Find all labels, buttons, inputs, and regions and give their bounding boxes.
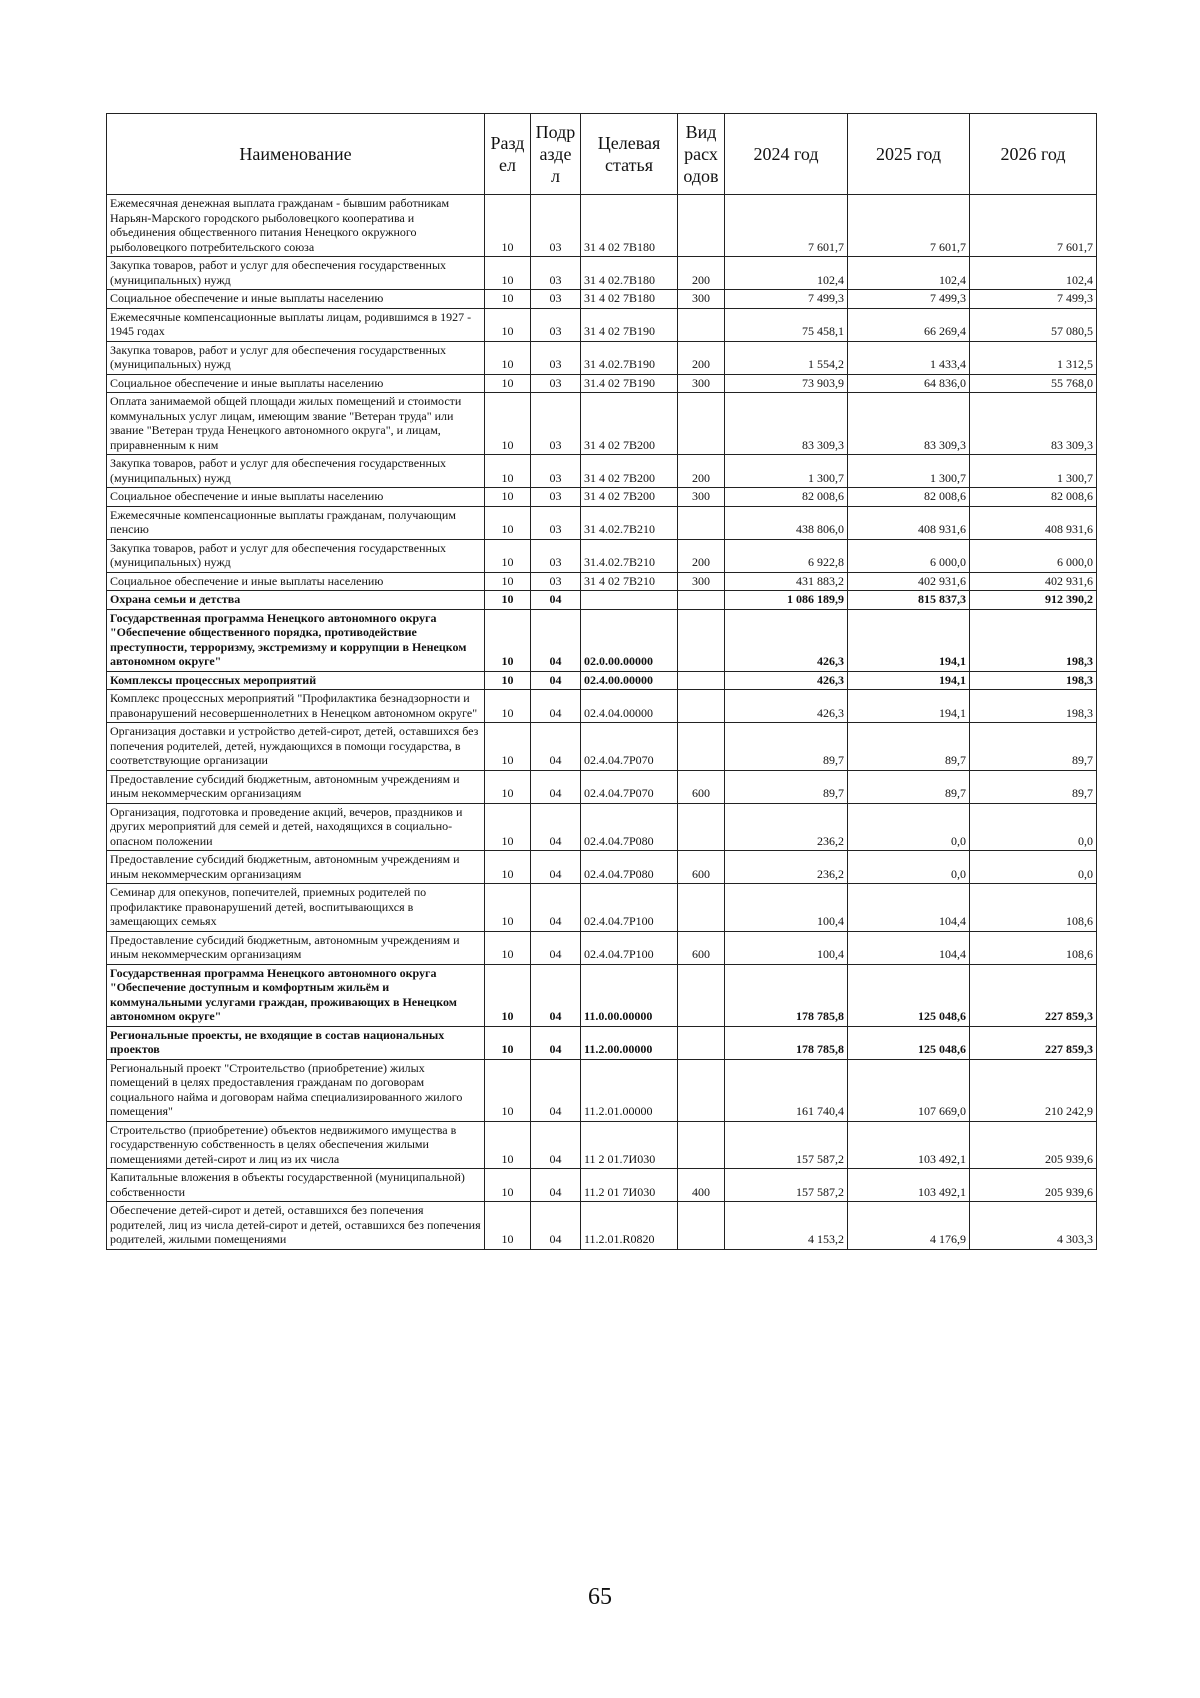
cell-podrazdel: 04 — [531, 851, 581, 884]
table-row — [107, 488, 1097, 507]
cell-podrazdel: 04 — [531, 609, 581, 671]
cell-podrazdel: 04 — [531, 884, 581, 932]
cell-2025: 83 309,3 — [848, 393, 970, 455]
cell-2026: 102,4 — [970, 257, 1097, 290]
header-razdel: Разд ел — [485, 114, 531, 195]
table-row — [107, 803, 1097, 851]
cell-name: Организация доставки и устройство детей-сирот, детей, оставшихся без попечения родителей, детей, нуждающихся в помощи государства, в соответствующие организации — [107, 723, 485, 771]
cell-podrazdel: 03 — [531, 308, 581, 341]
cell-2024: 157 587,2 — [725, 1169, 848, 1202]
cell-statya — [581, 591, 678, 610]
cell-razdel: 10 — [485, 1121, 531, 1169]
cell-podrazdel: 04 — [531, 690, 581, 723]
cell-razdel: 10 — [485, 671, 531, 690]
cell-name: Предоставление субсидий бюджетным, автономным учреждениям и иным некоммерческим организациям — [107, 851, 485, 884]
table-row — [107, 374, 1097, 393]
cell-2026: 227 859,3 — [970, 964, 1097, 1026]
cell-2024: 89,7 — [725, 770, 848, 803]
cell-podrazdel: 04 — [531, 1202, 581, 1250]
cell-statya: 11.2.01.R0820 — [581, 1202, 678, 1250]
cell-2026: 7 601,7 — [970, 195, 1097, 257]
header-2024: 2024 год — [725, 114, 848, 195]
cell-statya: 11.2.01.00000 — [581, 1059, 678, 1121]
cell-razdel: 10 — [485, 591, 531, 610]
cell-2024: 7 499,3 — [725, 290, 848, 309]
cell-podrazdel: 03 — [531, 341, 581, 374]
cell-podrazdel: 04 — [531, 723, 581, 771]
cell-2026: 57 080,5 — [970, 308, 1097, 341]
cell-podrazdel: 04 — [531, 964, 581, 1026]
cell-vid — [678, 690, 725, 723]
header-name: Наименование — [107, 114, 485, 195]
cell-2024: 4 153,2 — [725, 1202, 848, 1250]
cell-vid — [678, 723, 725, 771]
cell-2025: 89,7 — [848, 723, 970, 771]
cell-razdel: 10 — [485, 1059, 531, 1121]
cell-vid — [678, 393, 725, 455]
cell-2025: 194,1 — [848, 690, 970, 723]
cell-2026: 205 939,6 — [970, 1121, 1097, 1169]
cell-vid: 600 — [678, 851, 725, 884]
cell-vid: 300 — [678, 374, 725, 393]
cell-name: Социальное обеспечение и иные выплаты населению — [107, 572, 485, 591]
cell-statya: 02.4.04.7Р080 — [581, 851, 678, 884]
cell-2025: 66 269,4 — [848, 308, 970, 341]
cell-vid — [678, 964, 725, 1026]
cell-vid: 600 — [678, 770, 725, 803]
cell-podrazdel: 04 — [531, 931, 581, 964]
cell-name: Закупка товаров, работ и услуг для обеспечения государственных (муниципальных) нужд — [107, 539, 485, 572]
cell-2025: 0,0 — [848, 851, 970, 884]
cell-statya: 11.0.00.00000 — [581, 964, 678, 1026]
cell-podrazdel: 04 — [531, 1059, 581, 1121]
cell-statya: 31 4.02.7В190 — [581, 341, 678, 374]
cell-2026: 4 303,3 — [970, 1202, 1097, 1250]
cell-name: Ежемесячная денежная выплата гражданам - бывшим работникам Нарьян-Марского городского рыболовецкого кооператива и объединения общественного питания Ненецкого окружного рыболовецкого потребительского союза — [107, 195, 485, 257]
cell-podrazdel: 03 — [531, 455, 581, 488]
cell-razdel: 10 — [485, 308, 531, 341]
cell-name: Социальное обеспечение и иные выплаты населению — [107, 374, 485, 393]
cell-2026: 227 859,3 — [970, 1026, 1097, 1059]
cell-podrazdel: 04 — [531, 1026, 581, 1059]
cell-2024: 157 587,2 — [725, 1121, 848, 1169]
header-vid: Вид расх одов — [678, 114, 725, 195]
cell-vid — [678, 591, 725, 610]
cell-2025: 125 048,6 — [848, 964, 970, 1026]
header-statya: Целевая статья — [581, 114, 678, 195]
cell-name: Закупка товаров, работ и услуг для обеспечения государственных (муниципальных) нужд — [107, 455, 485, 488]
cell-2026: 108,6 — [970, 931, 1097, 964]
cell-name: Социальное обеспечение и иные выплаты населению — [107, 488, 485, 507]
table-row — [107, 572, 1097, 591]
table-row — [107, 690, 1097, 723]
cell-razdel: 10 — [485, 884, 531, 932]
cell-2025: 104,4 — [848, 884, 970, 932]
cell-2025: 0,0 — [848, 803, 970, 851]
header-podrazdel: Подр азде л — [531, 114, 581, 195]
cell-statya: 31 4 02 7В180 — [581, 195, 678, 257]
cell-name: Социальное обеспечение и иные выплаты населению — [107, 290, 485, 309]
table-row — [107, 393, 1097, 455]
cell-2024: 431 883,2 — [725, 572, 848, 591]
cell-2024: 89,7 — [725, 723, 848, 771]
cell-2025: 125 048,6 — [848, 1026, 970, 1059]
cell-name: Комплексы процессных мероприятий — [107, 671, 485, 690]
cell-statya: 31 4 02 7В200 — [581, 488, 678, 507]
cell-vid — [678, 1059, 725, 1121]
table-row — [107, 884, 1097, 932]
cell-name: Организация, подготовка и проведение акций, вечеров, праздников и других мероприятий для семей и детей, находящихся в социально-опасном положении — [107, 803, 485, 851]
cell-vid: 300 — [678, 572, 725, 591]
cell-name: Закупка товаров, работ и услуг для обеспечения государственных (муниципальных) нужд — [107, 341, 485, 374]
cell-name: Охрана семьи и детства — [107, 591, 485, 610]
table-row — [107, 506, 1097, 539]
cell-name: Обеспечение детей-сирот и детей, оставшихся без попечения родителей, лиц из числа детей-сирот и детей, оставшихся без попечения родителей, жилыми помещениями — [107, 1202, 485, 1250]
table-row — [107, 195, 1097, 257]
cell-podrazdel: 03 — [531, 506, 581, 539]
cell-statya: 02.4.00.00000 — [581, 671, 678, 690]
cell-razdel: 10 — [485, 488, 531, 507]
cell-statya: 31 4.02.7В210 — [581, 506, 678, 539]
cell-razdel: 10 — [485, 723, 531, 771]
cell-2024: 178 785,8 — [725, 964, 848, 1026]
cell-vid — [678, 1121, 725, 1169]
table-row — [107, 591, 1097, 610]
cell-statya: 11.2 01 7И030 — [581, 1169, 678, 1202]
cell-2026: 55 768,0 — [970, 374, 1097, 393]
cell-2024: 100,4 — [725, 884, 848, 932]
table-row — [107, 671, 1097, 690]
cell-2026: 198,3 — [970, 690, 1097, 723]
cell-razdel: 10 — [485, 1026, 531, 1059]
cell-2026: 83 309,3 — [970, 393, 1097, 455]
table-row — [107, 723, 1097, 771]
cell-vid: 200 — [678, 455, 725, 488]
cell-statya: 02.4.04.7Р070 — [581, 723, 678, 771]
cell-2026: 912 390,2 — [970, 591, 1097, 610]
cell-vid: 600 — [678, 931, 725, 964]
cell-2024: 83 309,3 — [725, 393, 848, 455]
cell-2025: 4 176,9 — [848, 1202, 970, 1250]
cell-razdel: 10 — [485, 257, 531, 290]
cell-statya: 02.0.00.00000 — [581, 609, 678, 671]
cell-vid — [678, 884, 725, 932]
cell-statya: 31 4 02 7В180 — [581, 290, 678, 309]
cell-razdel: 10 — [485, 770, 531, 803]
cell-podrazdel: 04 — [531, 591, 581, 610]
cell-2026: 210 242,9 — [970, 1059, 1097, 1121]
cell-2026: 205 939,6 — [970, 1169, 1097, 1202]
cell-statya: 11 2 01.7И030 — [581, 1121, 678, 1169]
cell-razdel: 10 — [485, 964, 531, 1026]
cell-vid — [678, 609, 725, 671]
cell-statya: 31 4 02 7В190 — [581, 308, 678, 341]
table-row — [107, 257, 1097, 290]
cell-statya: 31 4 02 7В210 — [581, 572, 678, 591]
header-2025: 2025 год — [848, 114, 970, 195]
cell-statya: 31.4.02.7В210 — [581, 539, 678, 572]
cell-2025: 194,1 — [848, 671, 970, 690]
cell-2026: 7 499,3 — [970, 290, 1097, 309]
table-row — [107, 1169, 1097, 1202]
cell-name: Региональные проекты, не входящие в состав национальных проектов — [107, 1026, 485, 1059]
cell-statya: 31 4 02 7В200 — [581, 455, 678, 488]
cell-2024: 1 086 189,9 — [725, 591, 848, 610]
cell-name: Ежемесячные компенсационные выплаты гражданам, получающим пенсию — [107, 506, 485, 539]
table-row — [107, 341, 1097, 374]
cell-name: Предоставление субсидий бюджетным, автономным учреждениям и иным некоммерческим организациям — [107, 931, 485, 964]
cell-podrazdel: 03 — [531, 195, 581, 257]
table-row — [107, 455, 1097, 488]
cell-vid — [678, 195, 725, 257]
cell-2025: 89,7 — [848, 770, 970, 803]
page-number: 65 — [588, 1584, 612, 1610]
cell-2025: 402 931,6 — [848, 572, 970, 591]
cell-razdel: 10 — [485, 931, 531, 964]
cell-vid: 300 — [678, 290, 725, 309]
cell-2026: 198,3 — [970, 609, 1097, 671]
cell-razdel: 10 — [485, 393, 531, 455]
cell-podrazdel: 03 — [531, 572, 581, 591]
cell-name: Ежемесячные компенсационные выплаты лицам, родившимся в 1927 - 1945 годах — [107, 308, 485, 341]
cell-statya: 02.4.04.7Р080 — [581, 803, 678, 851]
cell-razdel: 10 — [485, 1169, 531, 1202]
cell-podrazdel: 03 — [531, 290, 581, 309]
cell-podrazdel: 04 — [531, 803, 581, 851]
cell-name: Государственная программа Ненецкого автономного округа "Обеспечение общественного порядка, противодействие преступности, терроризму, экстремизму и коррупции в Ненецком автономном округе" — [107, 609, 485, 671]
cell-2026: 108,6 — [970, 884, 1097, 932]
cell-2025: 1 433,4 — [848, 341, 970, 374]
cell-2025: 104,4 — [848, 931, 970, 964]
cell-2026: 0,0 — [970, 851, 1097, 884]
cell-razdel: 10 — [485, 374, 531, 393]
table-row — [107, 964, 1097, 1026]
cell-statya: 31.4 02 7В190 — [581, 374, 678, 393]
cell-podrazdel: 03 — [531, 539, 581, 572]
cell-statya: 02.4.04.7Р100 — [581, 884, 678, 932]
cell-name: Региональный проект "Строительство (приобретение) жилых помещений в целях предоставления гражданам по договорам социального найма и договорам найма специализированного жилого помещения" — [107, 1059, 485, 1121]
cell-vid — [678, 1026, 725, 1059]
header-2026: 2026 год — [970, 114, 1097, 195]
cell-2024: 73 903,9 — [725, 374, 848, 393]
cell-2025: 6 000,0 — [848, 539, 970, 572]
cell-2025: 1 300,7 — [848, 455, 970, 488]
cell-2024: 102,4 — [725, 257, 848, 290]
cell-podrazdel: 03 — [531, 488, 581, 507]
cell-statya: 11.2.00.00000 — [581, 1026, 678, 1059]
cell-razdel: 10 — [485, 1202, 531, 1250]
table-row — [107, 539, 1097, 572]
table-row — [107, 609, 1097, 671]
table-row — [107, 1059, 1097, 1121]
cell-razdel: 10 — [485, 572, 531, 591]
table-row — [107, 1121, 1097, 1169]
cell-vid — [678, 308, 725, 341]
cell-vid — [678, 671, 725, 690]
cell-2025: 194,1 — [848, 609, 970, 671]
cell-statya: 02.4.04.7Р070 — [581, 770, 678, 803]
cell-name: Семинар для опекунов, попечителей, приемных родителей по профилактике правонарушений детей, воспитывающихся в замещающих семьях — [107, 884, 485, 932]
cell-razdel: 10 — [485, 506, 531, 539]
table-row — [107, 931, 1097, 964]
cell-2025: 103 492,1 — [848, 1169, 970, 1202]
cell-statya: 31 4 02.7В180 — [581, 257, 678, 290]
cell-name: Государственная программа Ненецкого автономного округа "Обеспечение доступным и комфортным жильём и коммунальными услугами граждан, проживающих в Ненецком автономном округе" — [107, 964, 485, 1026]
cell-2024: 426,3 — [725, 609, 848, 671]
cell-vid: 400 — [678, 1169, 725, 1202]
budget-table — [106, 113, 1097, 1250]
cell-2024: 426,3 — [725, 690, 848, 723]
cell-vid — [678, 803, 725, 851]
table-body — [107, 195, 1097, 1250]
cell-2024: 1 554,2 — [725, 341, 848, 374]
cell-name: Строительство (приобретение) объектов недвижимого имущества в государственную собственность в целях обеспечения жилыми помещениями детей-сирот и лиц из их числа — [107, 1121, 485, 1169]
cell-razdel: 10 — [485, 690, 531, 723]
cell-razdel: 10 — [485, 803, 531, 851]
table-header — [107, 114, 1097, 195]
cell-name: Капитальные вложения в объекты государственной (муниципальной) собственности — [107, 1169, 485, 1202]
cell-name: Оплата занимаемой общей площади жилых помещений и стоимости коммунальных услуг лицам, имеющим звание "Ветеран труда" или звание "Ветеран труда Ненецкого автономного округа", и лицам, приравненным к ним — [107, 393, 485, 455]
cell-2025: 102,4 — [848, 257, 970, 290]
cell-statya: 02.4.04.00000 — [581, 690, 678, 723]
cell-2024: 75 458,1 — [725, 308, 848, 341]
cell-razdel: 10 — [485, 539, 531, 572]
cell-razdel: 10 — [485, 609, 531, 671]
table-row — [107, 308, 1097, 341]
cell-vid: 300 — [678, 488, 725, 507]
table-row — [107, 290, 1097, 309]
cell-vid — [678, 1202, 725, 1250]
cell-podrazdel: 03 — [531, 374, 581, 393]
cell-podrazdel: 04 — [531, 1169, 581, 1202]
cell-razdel: 10 — [485, 455, 531, 488]
cell-2024: 438 806,0 — [725, 506, 848, 539]
cell-2025: 64 836,0 — [848, 374, 970, 393]
cell-2025: 408 931,6 — [848, 506, 970, 539]
cell-statya: 31 4 02 7В200 — [581, 393, 678, 455]
cell-2026: 6 000,0 — [970, 539, 1097, 572]
cell-razdel: 10 — [485, 851, 531, 884]
cell-2026: 89,7 — [970, 723, 1097, 771]
cell-name: Закупка товаров, работ и услуг для обеспечения государственных (муниципальных) нужд — [107, 257, 485, 290]
cell-2024: 426,3 — [725, 671, 848, 690]
cell-2024: 1 300,7 — [725, 455, 848, 488]
cell-razdel: 10 — [485, 195, 531, 257]
table-row — [107, 1202, 1097, 1250]
cell-vid: 200 — [678, 341, 725, 374]
cell-2026: 1 312,5 — [970, 341, 1097, 374]
cell-2025: 82 008,6 — [848, 488, 970, 507]
cell-2025: 7 601,7 — [848, 195, 970, 257]
cell-podrazdel: 03 — [531, 257, 581, 290]
cell-2024: 236,2 — [725, 851, 848, 884]
table-row — [107, 851, 1097, 884]
header-row — [107, 114, 1097, 195]
cell-podrazdel: 03 — [531, 393, 581, 455]
cell-podrazdel: 04 — [531, 770, 581, 803]
cell-razdel: 10 — [485, 341, 531, 374]
cell-2024: 100,4 — [725, 931, 848, 964]
table-row — [107, 770, 1097, 803]
cell-2026: 82 008,6 — [970, 488, 1097, 507]
cell-2025: 107 669,0 — [848, 1059, 970, 1121]
cell-vid: 200 — [678, 539, 725, 572]
cell-2024: 161 740,4 — [725, 1059, 848, 1121]
cell-2024: 82 008,6 — [725, 488, 848, 507]
cell-2024: 7 601,7 — [725, 195, 848, 257]
table-row — [107, 1026, 1097, 1059]
cell-2026: 198,3 — [970, 671, 1097, 690]
cell-name: Предоставление субсидий бюджетным, автономным учреждениям и иным некоммерческим организациям — [107, 770, 485, 803]
cell-2024: 178 785,8 — [725, 1026, 848, 1059]
cell-vid: 200 — [678, 257, 725, 290]
cell-2025: 103 492,1 — [848, 1121, 970, 1169]
cell-2026: 89,7 — [970, 770, 1097, 803]
cell-2024: 236,2 — [725, 803, 848, 851]
cell-podrazdel: 04 — [531, 1121, 581, 1169]
cell-razdel: 10 — [485, 290, 531, 309]
cell-2026: 402 931,6 — [970, 572, 1097, 591]
cell-2025: 815 837,3 — [848, 591, 970, 610]
cell-podrazdel: 04 — [531, 671, 581, 690]
cell-2026: 1 300,7 — [970, 455, 1097, 488]
cell-2025: 7 499,3 — [848, 290, 970, 309]
cell-2026: 0,0 — [970, 803, 1097, 851]
cell-vid — [678, 506, 725, 539]
cell-name: Комплекс процессных мероприятий "Профилактика безнадзорности и правонарушений несовершеннолетних в Ненецком автономном округе" — [107, 690, 485, 723]
cell-2026: 408 931,6 — [970, 506, 1097, 539]
cell-2024: 6 922,8 — [725, 539, 848, 572]
cell-statya: 02.4.04.7Р100 — [581, 931, 678, 964]
